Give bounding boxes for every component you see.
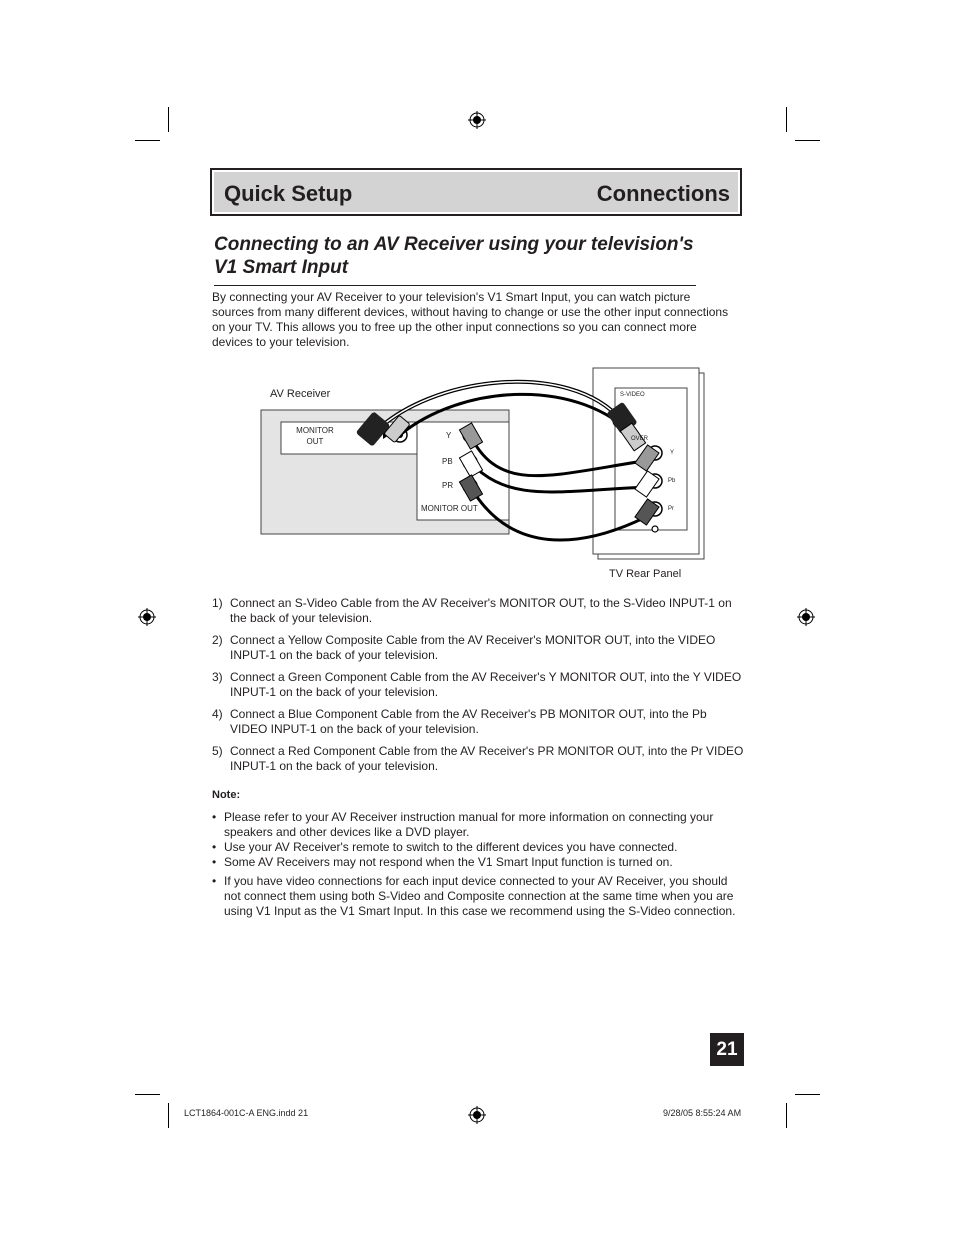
footer-file: LCT1864-001C-A ENG.indd 21 <box>184 1108 309 1118</box>
s-video-label: S-VIDEO <box>620 392 645 398</box>
registration-mark-icon <box>797 608 815 626</box>
crop-mark <box>786 107 787 132</box>
header-title-right: Connections <box>596 181 730 206</box>
header-title-left: Quick Setup <box>224 181 353 206</box>
connection-diagram <box>250 365 720 585</box>
note-title: Note: <box>212 789 241 801</box>
monitor-out-label: MONITOR OUT <box>296 426 334 446</box>
crop-mark <box>168 1103 169 1128</box>
tv-pr-label: Pr <box>668 506 674 512</box>
y-label: Y <box>446 431 452 440</box>
crop-mark <box>795 1094 820 1095</box>
tv-y-label: Y <box>670 450 675 456</box>
list-item: • Some AV Receivers may not respond when the V1 Smart Input function is turned on. <box>212 855 673 869</box>
crop-mark <box>795 140 820 141</box>
intro-paragraph: By connecting your AV Receiver to your television's V1 Smart Input, you can watch picture sources from many different devices, without having to change or use the other input connections on your TV. This allows you to free up the other input connections so you can connect more devices to your television. <box>212 290 729 349</box>
list-item: 5) Connect a Red Component Cable from the AV Receiver's PR MONITOR OUT, into the Pr VIDEO INPUT-1 on the back of your television. <box>212 744 744 773</box>
tv-rear-panel-label: TV Rear Panel <box>609 568 682 580</box>
section-title: Connecting to an AV Receiver using your television's V1 Smart Input <box>214 233 696 286</box>
tv-pb-label: Pb <box>668 478 676 484</box>
list-item: 1) Connect an S-Video Cable from the AV Receiver's MONITOR OUT, to the S-Video INPUT-1 on the back of your television. <box>212 596 732 625</box>
pr-label: PR <box>442 481 454 490</box>
crop-mark <box>135 1094 160 1095</box>
crop-mark <box>168 107 169 132</box>
notes-list <box>212 810 742 919</box>
list-item: 2) Connect a Yellow Composite Cable from the AV Receiver's MONITOR OUT, into the VIDEO INPUT-1 on the back of your television. <box>212 633 716 662</box>
crop-mark <box>135 140 160 141</box>
av-receiver-label: AV Receiver <box>270 388 331 400</box>
footer-date: 9/28/05 8:55:24 AM <box>663 1108 742 1118</box>
crop-mark <box>786 1103 787 1128</box>
registration-mark-icon <box>468 1106 486 1124</box>
list-item: • If you have video connections for each input device connected to your AV Receiver, you should not connect them using both S-Video and Composite connection at the same time when you are using V1 Input as the V1 Smart Input. In this case we recommend using the S-Video connection. <box>212 874 736 918</box>
pb-label: PB <box>442 457 453 466</box>
list-item: • Use your AV Receiver's remote to switch to the different devices you have connected. <box>212 840 678 854</box>
page-number: 21 <box>710 1033 744 1066</box>
registration-mark-icon <box>468 111 486 129</box>
page-header <box>210 168 742 216</box>
list-item: 3) Connect a Green Component Cable from the AV Receiver's Y MONITOR OUT, into the Y VIDEO INPUT-1 on the back of your television. <box>212 670 742 699</box>
list-item: • Please refer to your AV Receiver instruction manual for more information on connecting your speakers and other devices like a DVD player. <box>212 810 714 839</box>
registration-mark-icon <box>138 608 156 626</box>
list-item: 4) Connect a Blue Component Cable from the AV Receiver's PB MONITOR OUT, into the Pb VIDEO INPUT-1 on the back of your television. <box>212 707 707 736</box>
over-label: OVER <box>631 436 649 442</box>
monitor-out-bottom-label: MONITOR OUT <box>421 504 478 513</box>
steps-list <box>212 596 744 781</box>
